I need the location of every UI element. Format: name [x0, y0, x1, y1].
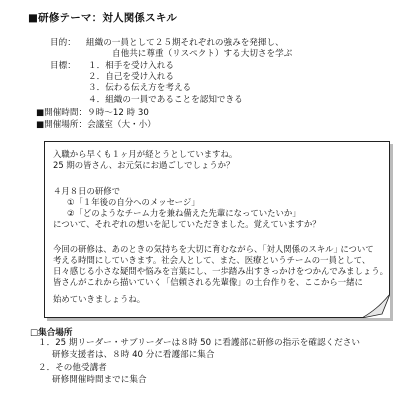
target-item: ４．組織の一員であることを認知できる: [88, 94, 243, 105]
note-line: 25 期の皆さん、お元気にお過ごしでしょうか？: [53, 160, 235, 170]
note-line: ４月８日の研修で: [53, 186, 120, 196]
meeting-title: □集合場所: [30, 328, 73, 338]
meeting-item-1: １．25 期リーダー・サブリーダーは８時 50 に看護部に研修の指示を確認ください: [38, 338, 360, 348]
schedule-place: ■開催場所：会議室（大・小）: [36, 120, 156, 130]
target-list: [88, 61, 243, 106]
note-line: 入職から早くも１ヶ月が経とうとしていますね。: [53, 149, 238, 159]
meeting-item-2: ２．その他受講者: [38, 363, 107, 373]
note-line: ①「１年後の自分へのメッセージ」: [67, 197, 200, 207]
page-curl-icon: [362, 294, 390, 318]
target-item: １．相手を受け入れる: [88, 61, 174, 71]
note-line: 皆さんがこれから描いていく「信頼される先輩像」の土台作りを、ここから一緒に: [53, 277, 363, 287]
schedule-time: ■開催時間：９時～12 時 30: [36, 108, 149, 118]
page-title: ■研修テーマ：対人関係スキル: [28, 12, 178, 24]
message-note: [44, 141, 390, 318]
note-line: について、それぞれの想いを記していただきました。覚えていますか？: [53, 219, 321, 229]
target-label: 目標：: [50, 61, 76, 71]
target-item: ２．自己を受け入れる: [88, 72, 174, 83]
meeting-item-2-detail: 研修開催時間までに集合: [52, 375, 147, 385]
meeting-item-1-detail: 研修支援者は、８時 40 分に看護部に集合: [52, 350, 215, 360]
note-line: 今回の研修は、あのときの気持ちを大切に育むながら、｢対人関係のスキル｣ について: [53, 244, 374, 254]
goal-line-2: 自他共に尊重（リスペクト）する大切さを学ぶ: [112, 49, 293, 59]
note-line: 日々感じる小さな疑問や悩みを言葉にし、一歩踏み出すきっかけをつかんでみましょう。: [53, 266, 388, 276]
target-item: ３．伝わる伝え方を考える: [88, 83, 192, 94]
note-line: ②「どのようなチーム力を兼ね備えた先輩になっていたいか」: [67, 208, 301, 218]
note-line: 始めていきましょうね。: [53, 294, 146, 304]
note-line: 考える時間にしていきます。社会人として、また、医療というチームの一員として、: [53, 255, 371, 265]
goal-line-1: 組織の一員として２５期それぞれの強みを発揮し、: [86, 38, 284, 48]
goal-label: 目的：: [50, 38, 76, 48]
